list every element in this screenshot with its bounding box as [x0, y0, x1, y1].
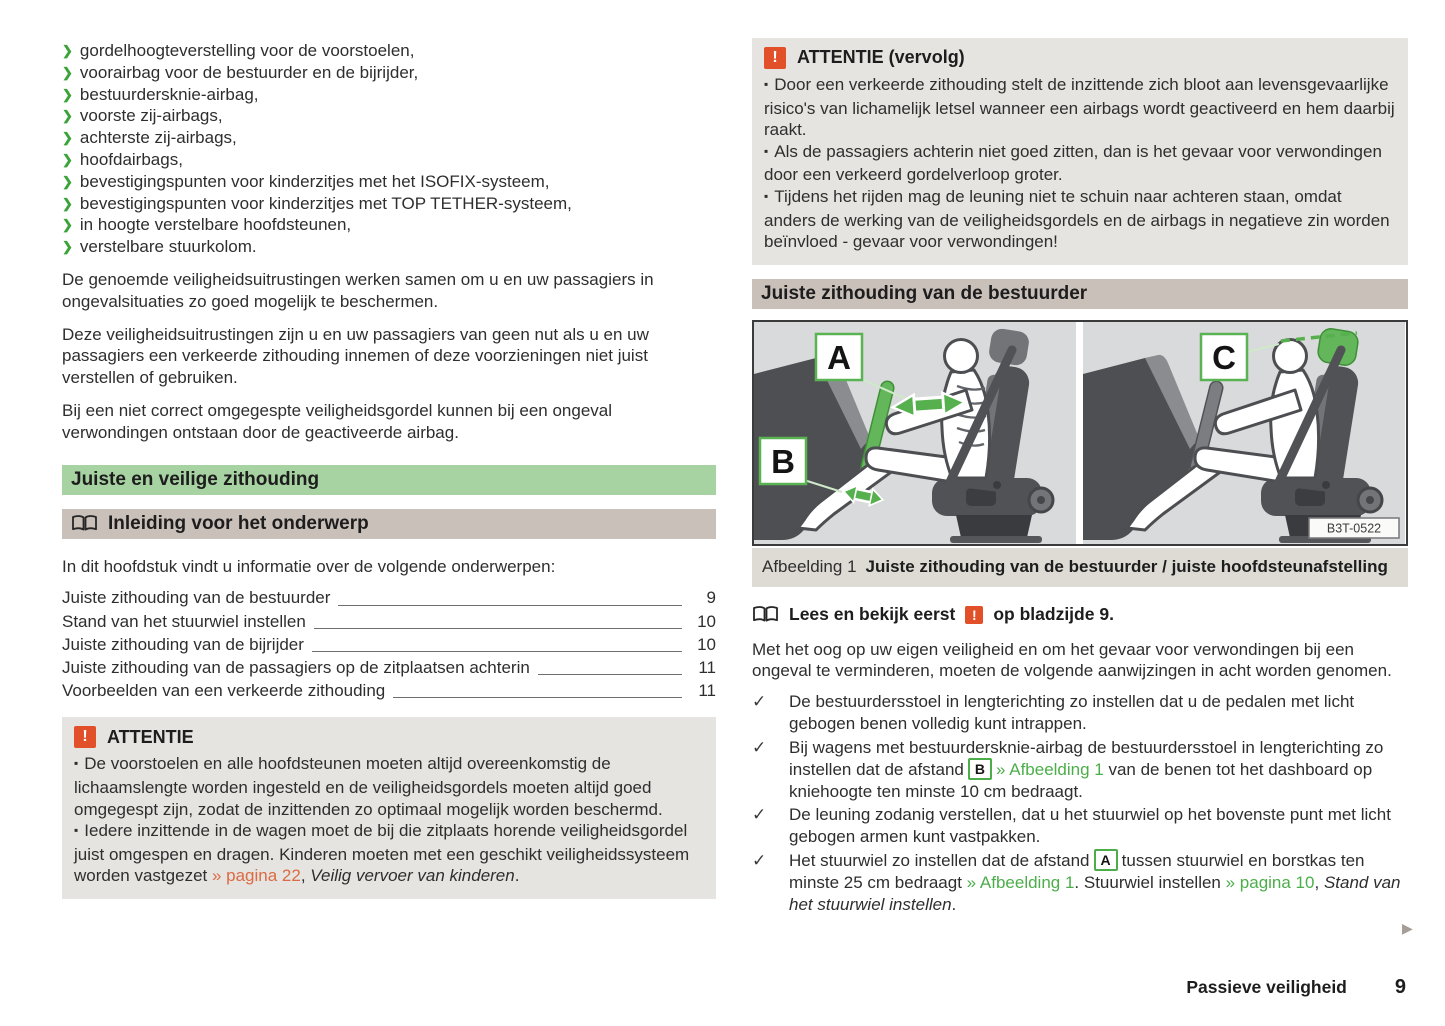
square-bullet-icon: ▪ [74, 756, 79, 771]
left-column [62, 36, 716, 899]
attention-item [764, 74, 1396, 141]
read-first-text: Lees en bekijk eerst [789, 603, 956, 624]
warning-icon: ! [764, 47, 786, 69]
figure-label-b: B [771, 442, 795, 480]
toc-entry-page: 10 [697, 611, 716, 631]
list-item [62, 62, 716, 84]
list-item [62, 105, 716, 127]
list-item-text: verstelbare stuurkolom. [79, 237, 257, 257]
toc [62, 586, 716, 702]
warning-icon: ! [74, 726, 96, 748]
list-item [62, 171, 716, 193]
attention-box [62, 717, 716, 899]
read-first-text: op bladzijde 9. [993, 603, 1114, 624]
attention-item-text: Iedere inzittende in de wagen moet de bij die zitplaats horende veiligheidsgordel juist omgespen en dragen. Kinderen moeten met een geschikt veiligheidssysteem worden vastgezet [74, 821, 690, 886]
list-item [62, 84, 716, 106]
toc-leader-line [314, 628, 682, 629]
checklist-item-text: De bestuurdersstoel in lengterichting zo instellen dat u de pedalen met licht gebogen benen volledig kunt intrappen. [789, 692, 1355, 733]
figure-1-link[interactable]: » Afbeelding 1 [966, 872, 1075, 892]
toc-entry[interactable] [62, 633, 716, 656]
figure-label-c: C [1212, 338, 1236, 376]
square-bullet-icon: ▪ [764, 143, 769, 158]
figure-section-heading-text: Juiste zithouding van de bestuurder [761, 282, 1088, 304]
chevron-bullet-icon: ❯ [62, 86, 73, 102]
checklist-item-text: De leuning zodanig verstellen, dat u het stuurwiel op het bovenste punt met licht gebogen armen kunt vastpakken. [789, 805, 1391, 847]
driver-position-checklist [752, 691, 1408, 915]
figure-caption [752, 548, 1408, 587]
attention-item [74, 753, 704, 820]
attention-title [74, 726, 704, 748]
toc-entry-page: 9 [706, 588, 716, 608]
figure-label-a: A [827, 338, 851, 376]
read-first-note [752, 604, 1408, 626]
toc-entry-label: Juiste zithouding van de bijrijder [62, 634, 304, 654]
checklist-item [752, 804, 1408, 848]
list-item-text: achterste zij-airbags, [79, 128, 237, 148]
attention-title-text: ATTENTIE [107, 726, 194, 747]
attention-item-text: Als de passagiers achterin niet goed zitten, dan is het gevaar voor verwondingen door een verkeerd gordelverloop groter. [764, 141, 1382, 185]
checklist-item-text: Het stuurwiel zo instellen dat de afstand A tussen stuurwiel en borstkas ten minste 25 cm bedraagt » Afbeelding 1. Stuurwiel instellen » pagina 10, Stand van het stuurwiel instellen. [789, 850, 1401, 914]
list-item-text: bevestigingspunten voor kinderzitjes met het ISOFIX-systeem, [79, 171, 550, 191]
chevron-bullet-icon: ❯ [62, 151, 73, 167]
figure-caption-text: Juiste zithouding van de bestuurder / juiste hoofdsteunafstelling [865, 556, 1388, 576]
attention-title [764, 47, 1396, 69]
chevron-bullet-icon: ❯ [62, 64, 73, 80]
figure-section-heading [752, 279, 1408, 309]
toc-intro: In dit hoofdstuk vindt u informatie over de volgende onderwerpen: [62, 556, 556, 576]
toc-leader-line [312, 651, 682, 652]
list-item-text: voorairbag voor de bestuurder en de bijrijder, [79, 62, 419, 82]
paragraph: Deze veiligheidsuitrustingen zijn u en uw passagiers van geen nut als u en uw passagiers een verkeerde zithouding innemen of deze voorzieningen niet juist verstellen of gebruiken. [62, 324, 649, 388]
checkmark-icon: ✓ [752, 692, 767, 712]
attention-item [764, 141, 1396, 186]
ref-box-b: B [968, 758, 992, 780]
toc-entry-label: Voorbeelden van een verkeerde zithouding [62, 681, 386, 701]
toc-entry-page: 11 [698, 657, 716, 677]
section-heading-text: Juiste en veilige zithouding [71, 468, 320, 490]
continuation-arrow-icon: ▶ [1402, 920, 1413, 936]
checklist-item-text: Bij wagens met bestuurdersknie-airbag de bestuurdersstoel in lengterichting zo instellen dat de afstand B » Afbeelding 1 van de benen tot het dashboard op kniehoogte ten minste 10 cm bedraagt. [789, 737, 1384, 801]
toc-entry-label: Stand van het stuurwiel instellen [62, 611, 306, 631]
chevron-bullet-icon: ❯ [62, 43, 73, 58]
list-item [62, 236, 716, 258]
right-column [752, 38, 1408, 916]
footer-page-number: 9 [1394, 976, 1406, 998]
toc-leader-line [393, 697, 682, 698]
toc-entry-page: 11 [698, 681, 716, 701]
attention-item-italic: Veilig vervoer van kinderen [310, 866, 515, 886]
figure-image [752, 320, 1408, 546]
paragraph: Bij een niet correct omgegespte veiligheidsgordel kunnen bij een ongeval verwondingen ontstaan door de geactiveerde airbag. [62, 400, 613, 442]
open-book-icon [752, 605, 779, 624]
subsection-heading-text: Inleiding voor het onderwerp [108, 512, 369, 534]
square-bullet-icon: ▪ [74, 823, 79, 838]
attention-item-text: , [300, 866, 311, 886]
square-bullet-icon: ▪ [764, 77, 769, 91]
figure-seating-position [752, 320, 1408, 587]
toc-leader-line [338, 605, 682, 606]
checkmark-icon: ✓ [752, 850, 767, 870]
checklist-item [752, 850, 1408, 916]
chevron-bullet-icon: ❯ [62, 239, 73, 255]
attention-title-text: ATTENTIE (vervolg) [797, 47, 965, 68]
page-10-link[interactable]: » pagina 10 [1225, 872, 1315, 892]
list-item [62, 193, 716, 215]
toc-entry-page: 10 [697, 634, 716, 654]
list-item-text: bestuurdersknie-airbag, [79, 84, 259, 104]
list-item [62, 127, 716, 149]
figure-1-link[interactable]: » Afbeelding 1 [995, 759, 1104, 779]
square-bullet-icon: ▪ [764, 188, 769, 203]
safety-feature-list [62, 40, 716, 258]
warning-icon: ! [965, 606, 983, 624]
section-heading [62, 465, 716, 495]
list-item-text: bevestigingspunten voor kinderzitjes met TOP TETHER-systeem, [79, 193, 572, 213]
list-item [62, 40, 716, 62]
attention-item-text: . [514, 866, 520, 886]
chevron-bullet-icon: ❯ [62, 217, 73, 233]
list-item-text: in hoogte verstelbare hoofdsteunen, [79, 215, 352, 235]
toc-entry-label: Juiste zithouding van de passagiers op de zitplaatsen achterin [62, 657, 530, 677]
attention-item-text: De voorstoelen en alle hoofdsteunen moeten altijd overeenkomstig de lichaamslengte worden ingesteld en de veiligheidsgordels moeten altijd goed omgegespt zijn, zodat de inzittenden zo optimaal mogelijk worden beschermd. [74, 754, 663, 819]
attention-item-text: Door een verkeerde zithouding stelt de inzittende zich bloot aan levensgevaarlijke risico's van lichamelijk letsel wanneer een airbags wordt geactiveerd en hem daarbij raakt. [764, 75, 1395, 140]
chevron-bullet-icon: ❯ [62, 130, 73, 146]
figure-panel-headrest [1083, 322, 1405, 544]
open-book-icon [71, 514, 98, 533]
chevron-bullet-icon: ❯ [62, 173, 73, 189]
attention-continued-box [752, 38, 1408, 265]
paragraph: Met het oog op uw eigen veiligheid en om het gevaar voor verwondingen bij een ongeval te verminderen, moeten de volgende aanwijzingen in acht worden genomen. [752, 639, 1392, 681]
list-item-text: gordelhoogteverstelling voor de voorstoelen, [79, 41, 415, 60]
chevron-bullet-icon: ❯ [62, 108, 73, 124]
figure-panel-correct-position [754, 322, 1076, 544]
checkmark-icon: ✓ [752, 805, 767, 825]
attention-item [74, 820, 704, 887]
footer-section-title: Passieve veiligheid [1186, 977, 1347, 997]
list-item-text: voorste zij-airbags, [79, 106, 223, 126]
attention-item-text: Tijdens het rijden mag de leuning niet te schuin naar achteren staan, omdat anders de werking van de veiligheidsgordels en de airbags in negatieve zin worden beïnvloed - gevaar voor verwondingen! [764, 186, 1390, 252]
list-item [62, 149, 716, 171]
figure-caption-label: Afbeelding 1 [762, 556, 857, 576]
figure-code: B3T-0522 [1326, 521, 1382, 536]
ref-box-a: A [1094, 849, 1118, 871]
page-22-link[interactable]: » pagina 22 [211, 866, 301, 886]
chevron-bullet-icon: ❯ [62, 195, 73, 211]
subsection-heading [62, 509, 716, 539]
page-footer [1186, 977, 1406, 999]
list-item [62, 214, 716, 236]
checklist-item [752, 691, 1408, 735]
checklist-item-italic: Stand van het stuurwiel instellen [789, 872, 1401, 914]
toc-leader-line [538, 674, 682, 675]
paragraph: De genoemde veiligheidsuitrustingen werken samen om u en uw passagiers in ongevalsituaties zo goed mogelijk te beschermen. [62, 269, 654, 311]
attention-item [764, 186, 1396, 253]
checklist-item [752, 737, 1408, 803]
toc-entry[interactable] [62, 586, 716, 609]
toc-entry[interactable] [62, 610, 716, 633]
toc-entry-label: Juiste zithouding van de bestuurder [62, 588, 331, 608]
list-item-text: hoofdairbags, [79, 149, 183, 169]
toc-entry[interactable] [62, 679, 716, 702]
checkmark-icon: ✓ [752, 737, 767, 757]
toc-entry[interactable] [62, 656, 716, 679]
